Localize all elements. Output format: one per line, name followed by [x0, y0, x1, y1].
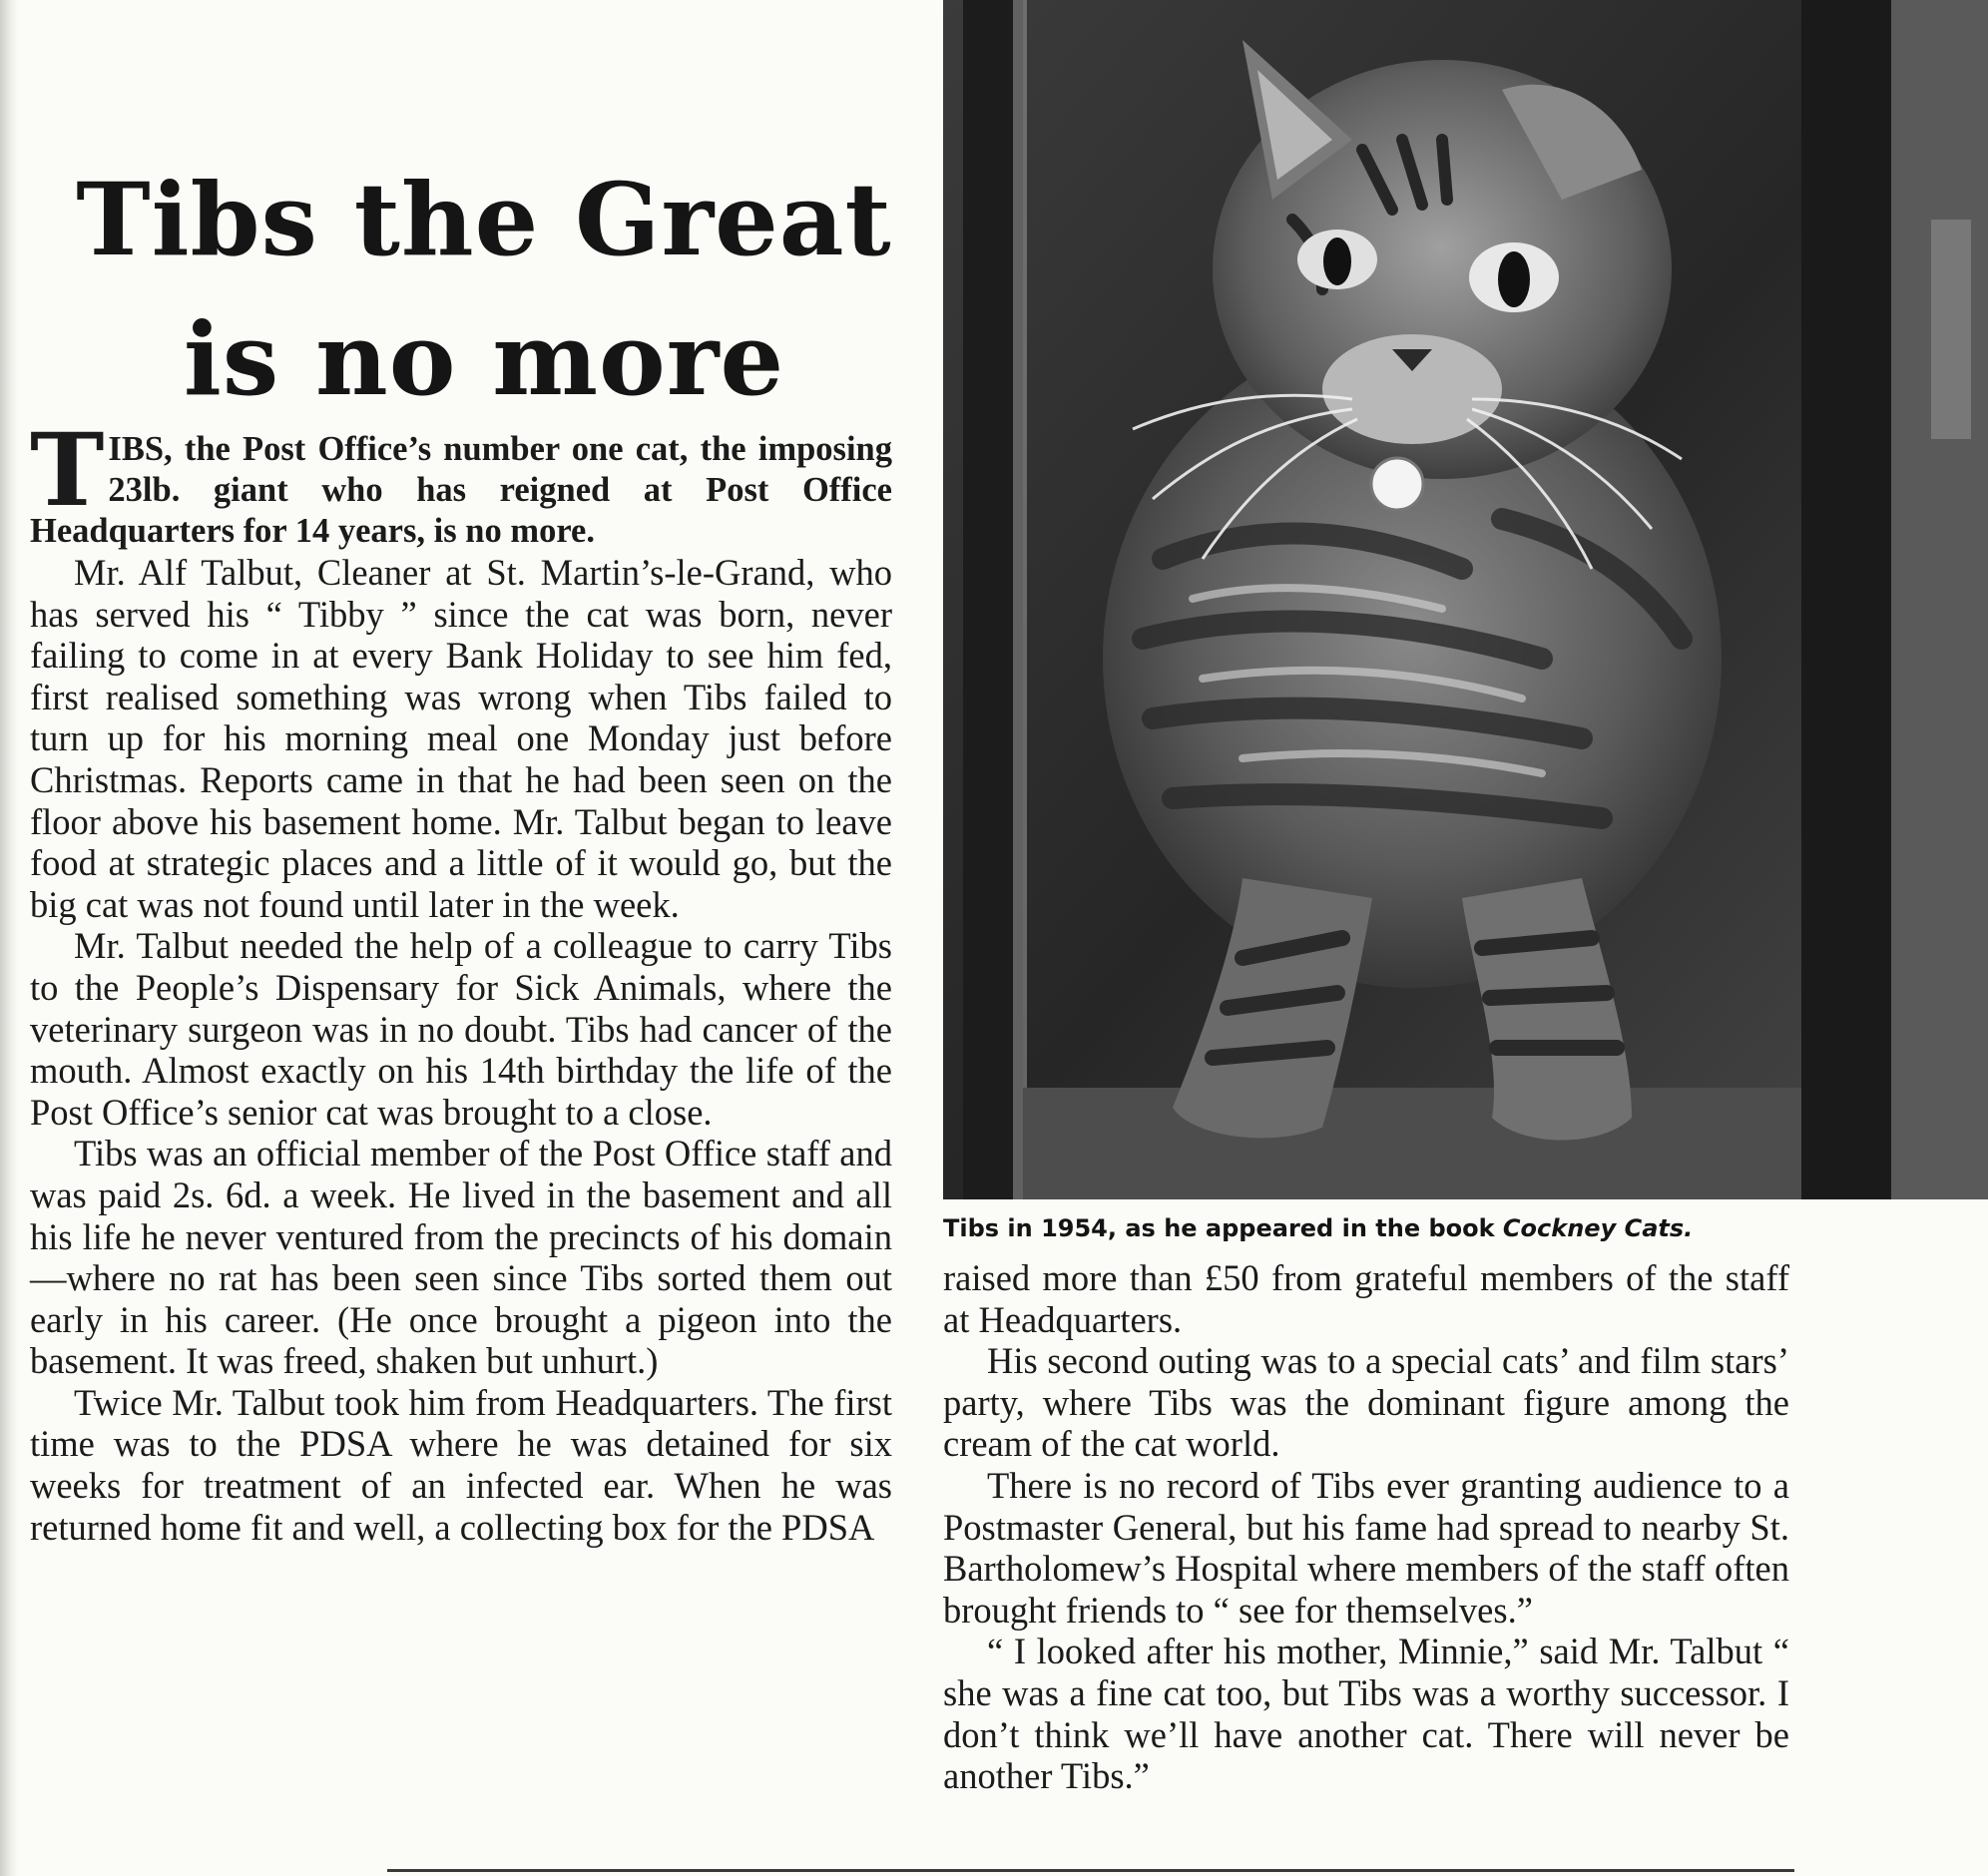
caption-book-title: Cockney Cats. — [1502, 1214, 1694, 1242]
headline — [30, 150, 938, 429]
lead-paragraph — [30, 411, 892, 552]
headline-line-2: is no more — [183, 300, 785, 418]
left-column — [30, 411, 892, 1548]
photo-caption — [943, 1211, 1841, 1245]
body-paragraph-6: There is no record of Tibs ever granting audience to a Postmaster General, but his fame had spread to nearby St. Bartholomew’s Hospital where members of the staff often brought friends to “ see for themselves.” — [943, 1464, 1789, 1631]
page-edge-shadow — [0, 0, 18, 1876]
caption-text: Tibs in 1954, as he appeared in the book — [943, 1214, 1495, 1242]
bottom-rule — [387, 1869, 1794, 1872]
body-paragraph-4-continued: raised more than £50 from grateful members of the staff at Headquarters. — [943, 1257, 1789, 1340]
body-paragraph-2: Mr. Talbut needed the help of a colleague to carry Tibs to the People’s Dispensary for Sick Animals, where the veterinary surgeon was in no doubt. Tibs had cancer of the mouth. Almost exactly on his 14th birthday the life of the Post Office’s senior cat was brought to a close. — [30, 925, 892, 1133]
drop-cap: T — [30, 411, 105, 529]
body-paragraph-7: “ I looked after his mother, Minnie,” said Mr. Talbut “ she was a fine cat too, but Tibs was a worthy successor. I don’t think we’ll have another cat. There will never be another Tibs.” — [943, 1631, 1789, 1797]
cat-photo — [943, 0, 1988, 1199]
body-paragraph-5: His second outing was to a special cats’ and film stars’ party, where Tibs was the dominant figure among the cream of the cat world. — [943, 1340, 1789, 1465]
body-paragraph-1: Mr. Alf Talbut, Cleaner at St. Martin’s-le-Grand, who has served his “ Tibby ” since the cat was born, never failing to come in at every Bank Holiday to see him fed, first realised something was wrong when Tibs failed to turn up for his morning meal one Monday just before Christmas. Reports came in that he had been seen on the floor above his basement home. Mr. Talbut began to leave food at strategic places and a little of it would go, but the big cat was not found until later in the week. — [30, 552, 892, 925]
tabby-cat-photo-image — [943, 0, 1988, 1199]
lead-text: IBS, the Post Office’s number one cat, the imposing 23lb. giant who has reigned at Post Office Headquarters for 14 years, is no more. — [30, 430, 892, 550]
headline-line-1: Tibs the Great — [76, 161, 892, 278]
body-paragraph-3: Tibs was an official member of the Post Office staff and was paid 2s. 6d. a week. He lived in the basement and all his life he never ventured from the precincts of his domain—where no rat has been seen since Tibs sorted them out early in his career. (He once brought a pigeon into the basement. It was freed, shaken but unhurt.) — [30, 1133, 892, 1382]
body-paragraph-4: Twice Mr. Talbut took him from Headquarters. The first time was to the PDSA where he was detained for six weeks for treatment of an infected ear. When he was returned home fit and well, a collecting box for the PDSA — [30, 1381, 892, 1548]
right-column — [943, 1257, 1789, 1797]
